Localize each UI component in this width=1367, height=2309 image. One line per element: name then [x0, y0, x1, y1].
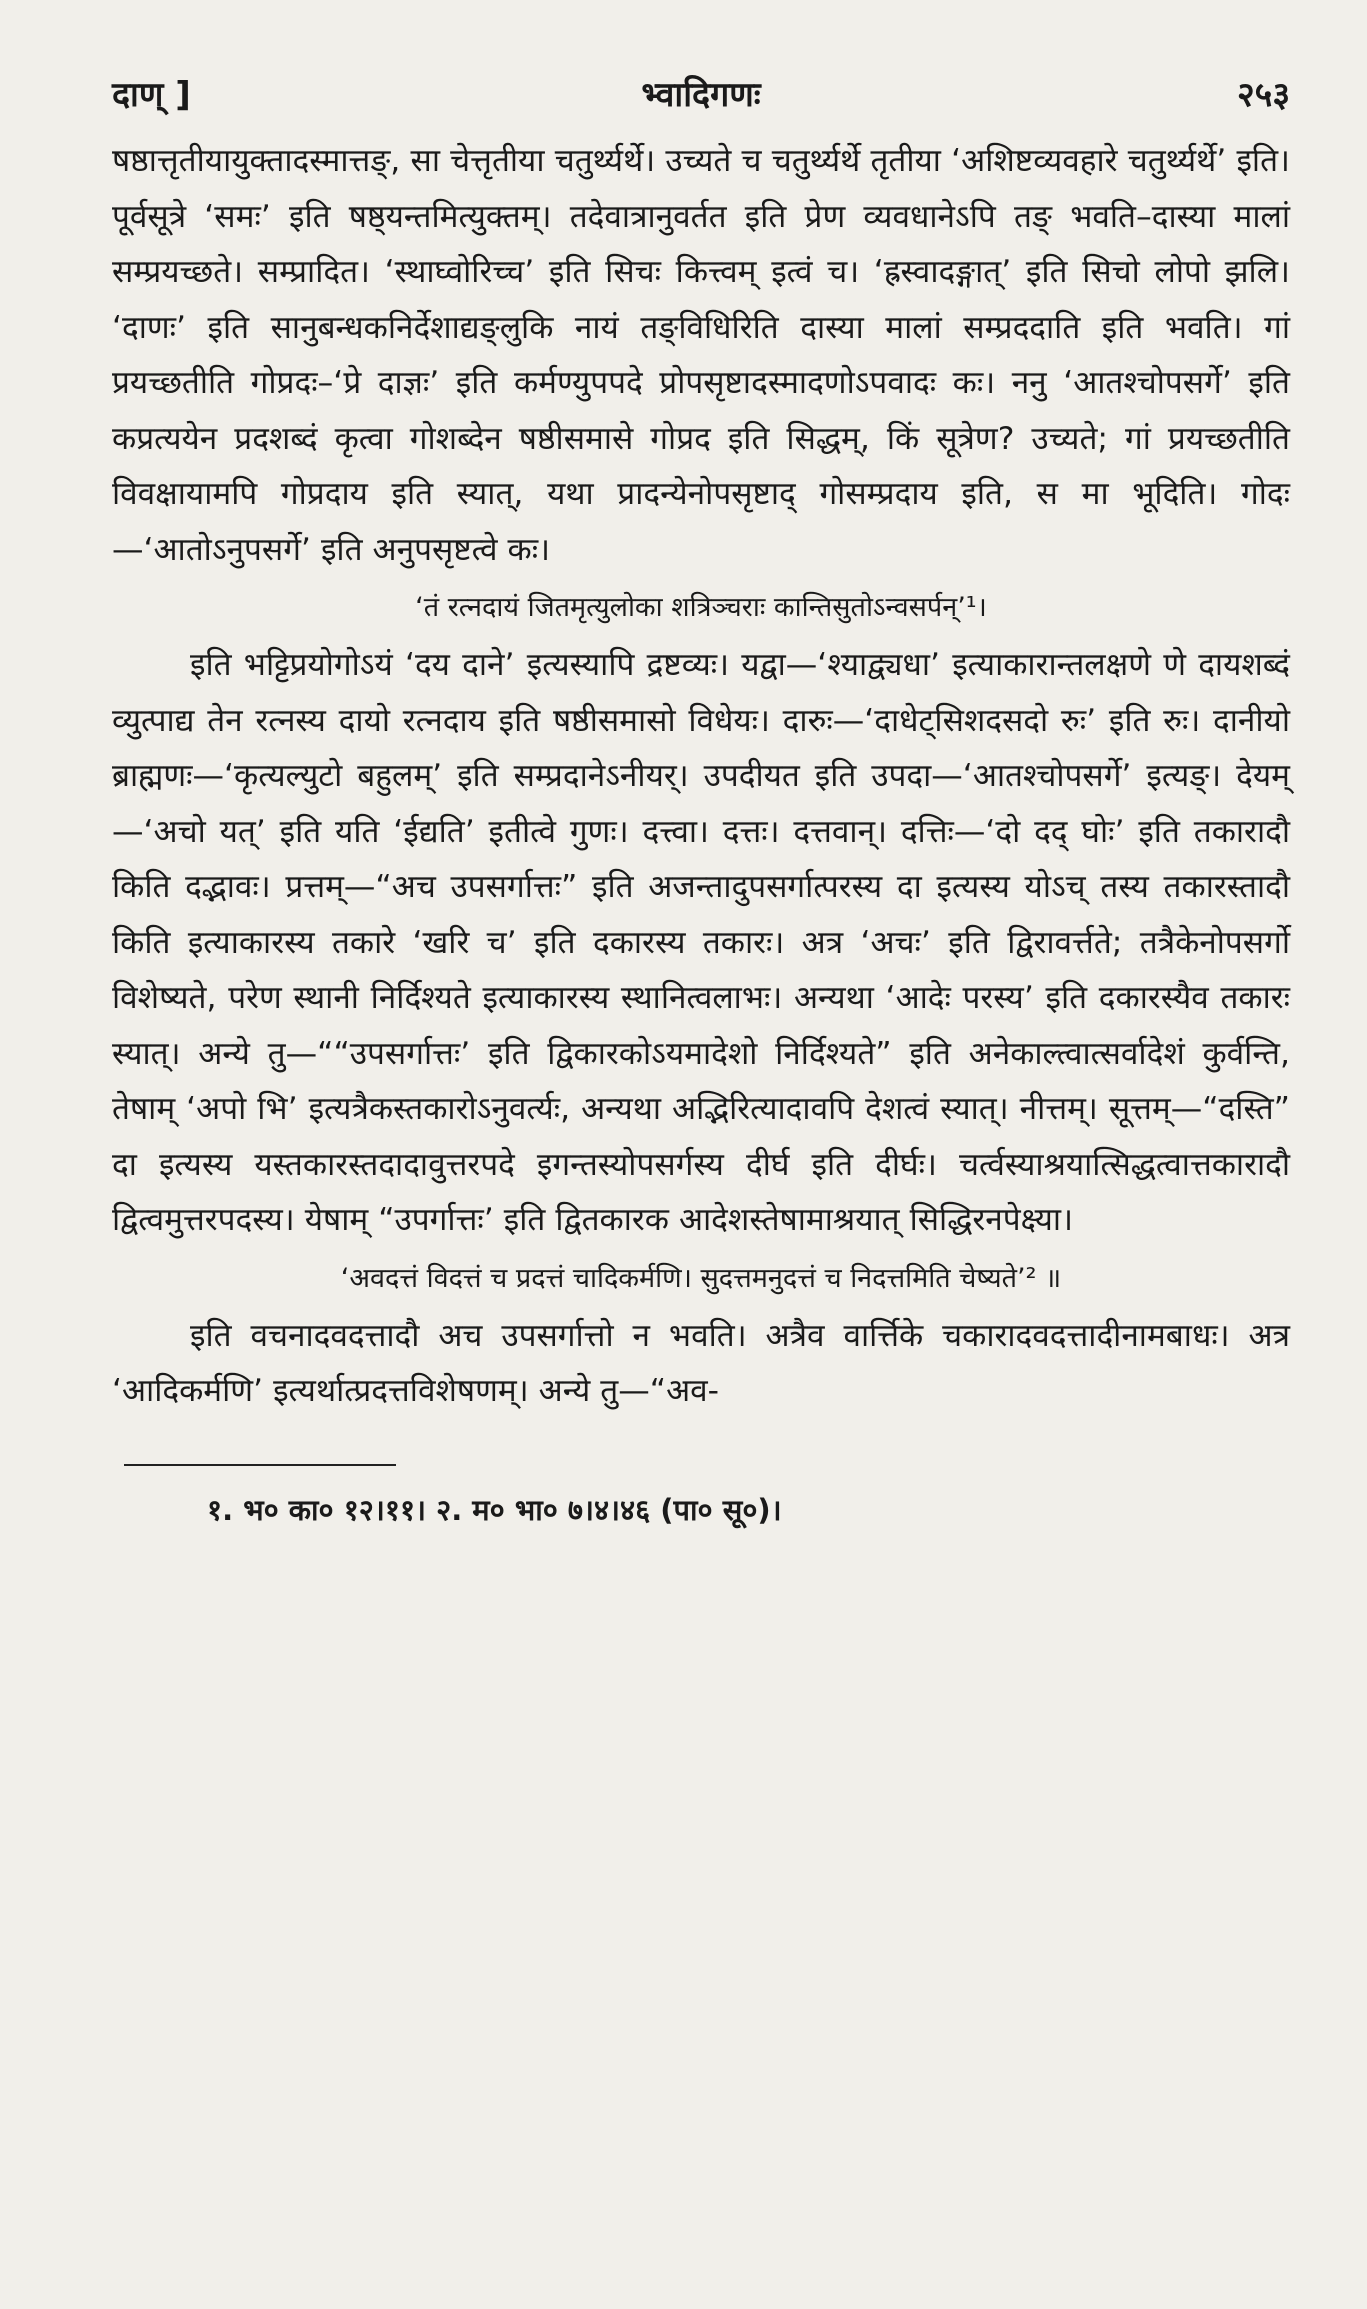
paragraph-1: षष्ठात्तृतीयायुक्तादस्मात्तङ्, सा चेत्तृतीया चतुर्थ्यर्थे। उच्यते च चतुर्थ्यर्थे तृतीया ‘अशिष्टव्यवहारे चतुर्थ्यर्थे’ इति। पूर्वसूत्रे ‘समः’ इति षष्ठ्यन्तमित्युक्तम्। तदेवात्रानुवर्तत इति प्रेण व्यवधानेऽपि तङ् भवति–दास्या मालां सम्प्रयच्छते। सम्प्रादित। ‘स्थाघ्वोरिच्च’ इति सिचः कित्त्वम् इत्वं च। ‘ह्रस्वादङ्गात्’ इति सिचो लोपो झलि। ‘दाणः’ इति सानुबन्धकनिर्देशाद्यङ्लुकि नायं तङ्विधिरिति दास्या मालां सम्प्रददाति इति भवति। गां प्रयच्छतीति गोप्रदः–‘प्रे दाज्ञः’ इति कर्मण्युपपदे प्रोपसृष्टादस्मादणोऽपवादः कः। ननु ‘आतश्चोपसर्गे’ इति कप्रत्ययेन प्रदशब्दं कृत्वा गोशब्देन षष्ठीसमासे गोप्रद इति सिद्धम्, किं सूत्रेण? उच्यते; गां प्रयच्छतीति विवक्षायामपि गोप्रदाय इति स्यात्, यथा प्रादन्येनोपसृष्टाद् गोसम्प्रदाय इति, स मा भूदिति। गोदः—‘आतोऽनुपसर्गे’ इति अनुपसृष्टत्वे कः। — [112, 143, 1290, 568]
footnotes: १. भ० का० १२।११। २. म० भा० ७।४।४६ (पा० सू०)। — [207, 1492, 782, 1527]
running-header — [112, 70, 1290, 130]
verse-quote-2: ‘अवदत्तं विदत्तं च प्रदत्तं चादिकर्मणि। सुदत्तमनुदत्तं च निदत्तमिति चेष्यते’² ॥ — [340, 1262, 1062, 1294]
verse-quote-1: ‘तं रत्नदायं जितमृत्युलोका शत्रिञ्चराः कान्तिसुतोऽन्वसर्पन्’¹। — [415, 592, 987, 623]
header-left-section: दाण् ] — [112, 75, 191, 115]
page — [112, 70, 1290, 2230]
paragraph-2: इति भट्टिप्रयोगोऽयं ‘दय दाने’ इत्यस्यापि द्रष्टव्यः। यद्वा—‘श्याद्व्यधा’ इत्याकारान्तलक्षणे णे दायशब्दं व्युत्पाद्य तेन रत्नस्य दायो रत्नदाय इति षष्ठीसमासो विधेयः। दारुः—‘दाधेट्सिशदसदो रुः’ इति रुः। दानीयो ब्राह्मणः—‘कृत्यल्युटो बहुलम्’ इति सम्प्रदानेऽनीयर्। उपदीयत इति उपदा—‘आतश्चोपसर्गे’ इत्यङ्। देयम्—‘अचो यत्’ इति यति ‘ईद्यति’ इतीत्वे गुणः। दत्त्वा। दत्तः। दत्तवान्। दत्तिः—‘दो दद् घोः’ इति तकारादौ किति दद्भावः। प्रत्तम्—“अच उपसर्गात्तः” इति अजन्तादुपसर्गात्परस्य दा इत्यस्य योऽच् तस्य तकारस्तादौ किति इत्याकारस्य तकारे ‘खरि च’ इति दकारस्य तकारः। अत्र ‘अचः’ इति द्विरावर्त्तते; तत्रैकेनोपसर्गो विशेष्यते, परेण स्थानी निर्दिश्यते इत्याकारस्य स्थानित्वलाभः। अन्यथा ‘आदेः परस्य’ इति दकारस्यैव तकारः स्यात्। अन्ये तु—““उपसर्गात्तः’ इति द्विकारकोऽयमादेशो निर्दिश्यते” इति अनेकाल्त्वात्सर्वादेशं कुर्वन्ति, तेषाम् ‘अपो भि’ इत्यत्रैकस्तकारोऽनुवर्त्यः, अन्यथा अद्भिरित्यादावपि देशत्वं स्यात्। नीत्तम्। सूत्तम्—“दस्ति” दा इत्यस्य यस्तकारस्तदादावुत्तरपदे इगन्तस्योपसर्गस्य दीर्घ इति दीर्घः। चर्त्वस्याश्रयात्सिद्धत्वात्तकारादौ द्वित्वमुत्तरपदस्य। येषाम् “उपर्गात्तः’ इति द्वितकारक आदेशस्तेषामाश्रयात् सिद्धिरनपेक्ष्या। — [112, 647, 1290, 1238]
paragraph-3: इति वचनादवदत्तादौ अच उपसर्गात्तो न भवति। अत्रैव वार्त्तिके चकारादवदत्तादीनामबाधः। अत्र ‘आदिकर्मणि’ इत्यर्थात्प्रदत्तविशेषणम्। अन्ये तु—“अव- — [112, 1317, 1290, 1409]
footnote-divider — [124, 1464, 396, 1466]
page-number: २५३ — [1236, 75, 1290, 115]
header-title: भ्वादिगणः — [641, 75, 761, 115]
